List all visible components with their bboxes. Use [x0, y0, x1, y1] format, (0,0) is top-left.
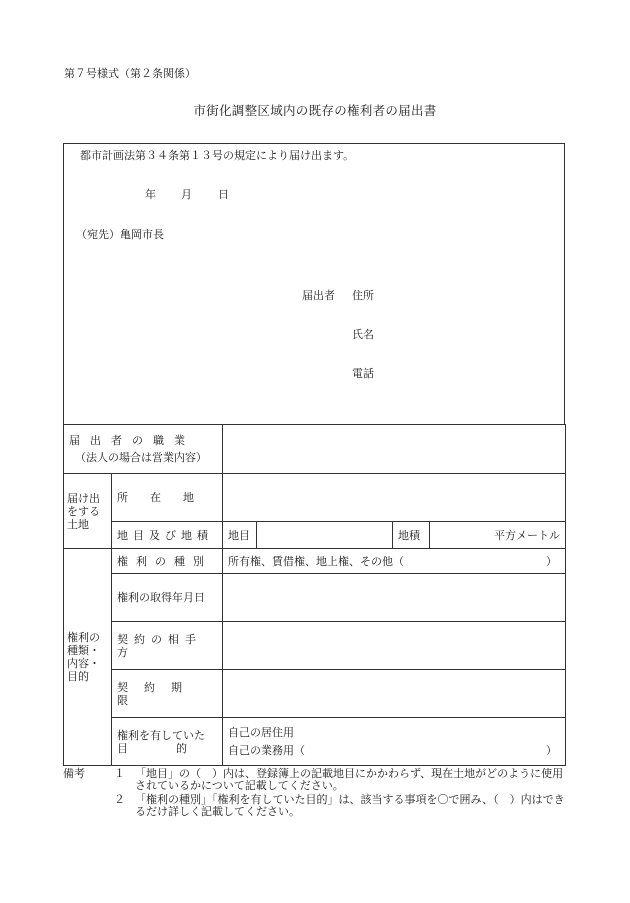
counterparty-row [64, 622, 566, 670]
date-month: 月 [181, 188, 192, 201]
land-group-label: 届け出をする土地 [64, 474, 112, 549]
term-row [64, 670, 566, 718]
location-label: 所在地 [117, 491, 216, 504]
rights-group-label: 権利の種類・内容・目的 [64, 549, 112, 766]
form-number: 第７号様式（第２条関係） [64, 67, 196, 80]
note-text-2: 「権利の種別」「権利を有していた目的」は、該当する事項を〇で囲み、（ ）内はできるだけ詳しく記載してください。 [135, 793, 565, 818]
counterparty-label-cell [112, 622, 223, 670]
right-type-options[interactable] [223, 549, 566, 574]
name-label: 氏名 [352, 328, 374, 341]
area-input[interactable] [430, 522, 566, 549]
date-day: 日 [218, 188, 229, 201]
note-number-2: ２ [114, 793, 125, 806]
notes-section [63, 768, 568, 820]
occupation-input[interactable] [223, 425, 566, 474]
location-input[interactable] [223, 474, 566, 522]
location-row [64, 474, 566, 522]
address-label: 住所 [352, 289, 374, 302]
occupation-row [64, 425, 566, 474]
chimoku-label: 地目 [223, 522, 257, 549]
intro-text: 都市計画法第３４条第１３号の規定により届け出ます。 [80, 149, 355, 162]
purpose-label-2: 目的 [117, 741, 235, 755]
occupation-label-cell [64, 425, 223, 474]
purpose-label-cell [112, 718, 235, 766]
declaration-box [63, 143, 565, 425]
term-input[interactable] [223, 670, 566, 718]
date-line [0, 189, 630, 201]
note-item-2 [63, 794, 568, 818]
counterparty-label: 契約の相手方 [117, 632, 202, 659]
occupation-label: 届出者の職業 [69, 434, 195, 447]
right-type-row [64, 549, 566, 574]
term-label-cell [112, 670, 223, 718]
acquired-label: 権利の取得年月日 [112, 574, 223, 622]
note-item-1 [63, 768, 568, 792]
note-number-1: １ [114, 767, 125, 780]
acquired-row [64, 574, 566, 622]
notes-heading: 備考 [63, 767, 85, 780]
purpose-options[interactable] [223, 718, 566, 766]
purpose-close-paren: ） [546, 744, 557, 757]
notifier-label: 届出者 [302, 289, 335, 302]
addressee: （宛先）亀岡市長 [76, 228, 164, 241]
category-row [64, 522, 566, 549]
area-unit: 平方メートル [494, 528, 560, 542]
term-label: 契約期限 [117, 680, 198, 707]
chimoku-input[interactable] [257, 522, 393, 549]
form-table [63, 424, 566, 766]
purpose-option-business: 自己の業務用（ ） [228, 744, 557, 757]
location-label-cell [112, 474, 223, 522]
occupation-sublabel: （法人の場合は営業内容） [75, 451, 207, 464]
category-label: 地目及び地積 [117, 528, 213, 542]
note-text-1: 「地目」の（ ）内は、登録簿上の記載地目にかかわらず、現在土地がどのように使用されているかについて記載してください。 [135, 767, 564, 792]
date-year: 年 [145, 188, 156, 201]
purpose-row [64, 718, 566, 766]
category-label-cell [112, 522, 223, 549]
acquired-input[interactable] [223, 574, 566, 622]
tel-label: 電話 [352, 367, 374, 380]
right-type-label: 権利の種別 [117, 554, 212, 568]
document-title: 市街化調整区域内の既存の権利者の届出書 [193, 103, 437, 118]
right-type-options-text: 所有権、賃借権、地上権、その他（ [228, 554, 404, 568]
area-label: 地積 [393, 522, 430, 549]
purpose-option-residence: 自己の居住用 [228, 726, 294, 739]
purpose-label-1: 権利を有していた [117, 728, 205, 742]
right-type-label-cell [112, 549, 223, 574]
right-type-close-paren: ） [546, 555, 557, 568]
counterparty-input[interactable] [223, 622, 566, 670]
